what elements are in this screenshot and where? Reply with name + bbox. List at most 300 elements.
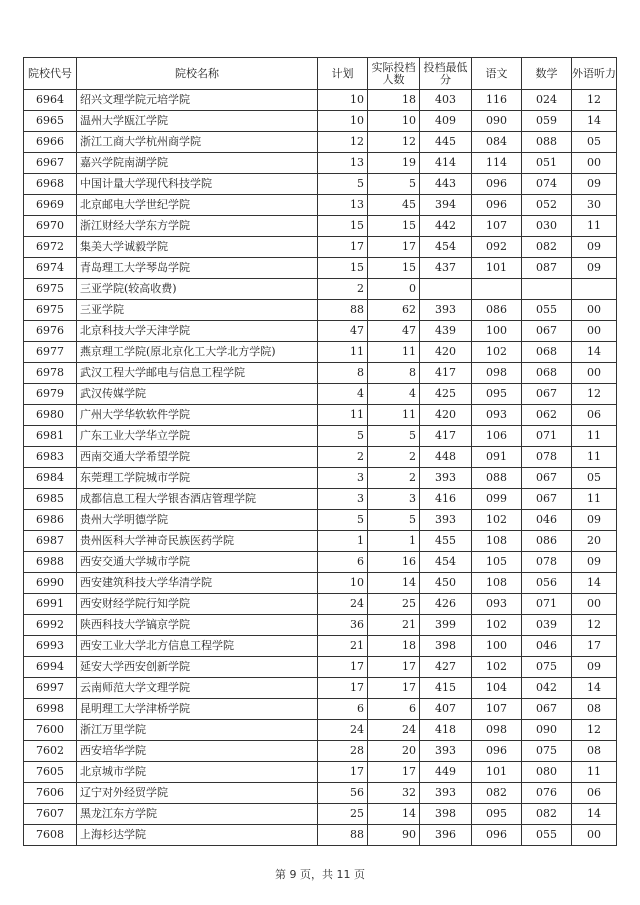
cell-actual-admitted: 0 [368, 279, 420, 300]
cell-listening: 00 [572, 594, 617, 615]
cell-min-score: 455 [420, 531, 472, 552]
cell-code: 6976 [24, 321, 77, 342]
cell-listening: 08 [572, 699, 617, 720]
cell-plan: 24 [318, 594, 368, 615]
table-row [24, 510, 617, 531]
cell-math: 030 [522, 216, 572, 237]
cell-listening: 14 [572, 804, 617, 825]
cell-min-score: 449 [420, 762, 472, 783]
cell-school-name: 浙江工商大学杭州商学院 [77, 132, 318, 153]
cell-actual-admitted: 3 [368, 489, 420, 510]
cell-math [522, 279, 572, 300]
cell-chinese: 100 [472, 636, 522, 657]
cell-plan: 88 [318, 300, 368, 321]
cell-math: 055 [522, 300, 572, 321]
cell-math: 067 [522, 384, 572, 405]
cell-chinese: 102 [472, 657, 522, 678]
cell-chinese: 100 [472, 321, 522, 342]
table-row [24, 342, 617, 363]
cell-math: 067 [522, 699, 572, 720]
cell-math: 051 [522, 153, 572, 174]
table-row [24, 195, 617, 216]
table-row [24, 825, 617, 846]
cell-listening: 20 [572, 531, 617, 552]
cell-actual-admitted: 10 [368, 111, 420, 132]
cell-code: 6970 [24, 216, 77, 237]
cell-min-score: 425 [420, 384, 472, 405]
cell-listening: 09 [572, 237, 617, 258]
cell-math: 059 [522, 111, 572, 132]
cell-chinese: 095 [472, 804, 522, 825]
table-row [24, 258, 617, 279]
cell-plan: 13 [318, 195, 368, 216]
cell-actual-admitted: 5 [368, 174, 420, 195]
table-row [24, 678, 617, 699]
cell-school-name: 温州大学瓯江学院 [77, 111, 318, 132]
cell-math: 082 [522, 237, 572, 258]
cell-listening: 00 [572, 300, 617, 321]
cell-school-name: 云南师范大学文理学院 [77, 678, 318, 699]
cell-actual-admitted: 90 [368, 825, 420, 846]
cell-listening: 11 [572, 216, 617, 237]
cell-min-score: 414 [420, 153, 472, 174]
table-row [24, 279, 617, 300]
cell-listening: 14 [572, 678, 617, 699]
cell-listening: 11 [572, 762, 617, 783]
cell-listening: 08 [572, 741, 617, 762]
cell-actual-admitted: 18 [368, 90, 420, 111]
cell-school-name: 西安培华学院 [77, 741, 318, 762]
cell-school-name: 东莞理工学院城市学院 [77, 468, 318, 489]
cell-school-name: 辽宁对外经贸学院 [77, 783, 318, 804]
cell-chinese: 108 [472, 531, 522, 552]
cell-plan: 1 [318, 531, 368, 552]
cell-plan: 88 [318, 825, 368, 846]
cell-math: 039 [522, 615, 572, 636]
cell-actual-admitted: 18 [368, 636, 420, 657]
cell-plan: 25 [318, 804, 368, 825]
cell-listening [572, 279, 617, 300]
cell-math: 067 [522, 468, 572, 489]
cell-plan: 11 [318, 342, 368, 363]
cell-code: 7607 [24, 804, 77, 825]
table-row [24, 153, 617, 174]
table-row [24, 615, 617, 636]
cell-math: 042 [522, 678, 572, 699]
cell-code: 6965 [24, 111, 77, 132]
cell-plan: 15 [318, 216, 368, 237]
table-row [24, 111, 617, 132]
cell-listening: 09 [572, 657, 617, 678]
cell-school-name: 集美大学诚毅学院 [77, 237, 318, 258]
cell-math: 067 [522, 321, 572, 342]
cell-school-name: 中国计量大学现代科技学院 [77, 174, 318, 195]
cell-chinese: 099 [472, 489, 522, 510]
cell-plan: 12 [318, 132, 368, 153]
cell-chinese: 096 [472, 174, 522, 195]
cell-school-name: 延安大学西安创新学院 [77, 657, 318, 678]
cell-plan: 2 [318, 279, 368, 300]
cell-plan: 36 [318, 615, 368, 636]
cell-min-score: 417 [420, 426, 472, 447]
cell-plan: 17 [318, 237, 368, 258]
cell-chinese: 101 [472, 762, 522, 783]
cell-listening: 05 [572, 132, 617, 153]
cell-actual-admitted: 25 [368, 594, 420, 615]
cell-actual-admitted: 8 [368, 363, 420, 384]
cell-min-score: 399 [420, 615, 472, 636]
cell-code: 7602 [24, 741, 77, 762]
cell-plan: 21 [318, 636, 368, 657]
cell-math: 067 [522, 489, 572, 510]
cell-plan: 17 [318, 762, 368, 783]
cell-code: 6984 [24, 468, 77, 489]
cell-plan: 24 [318, 720, 368, 741]
cell-school-name: 三亚学院(较高收费) [77, 279, 318, 300]
cell-chinese: 093 [472, 405, 522, 426]
cell-math: 068 [522, 363, 572, 384]
cell-min-score: 417 [420, 363, 472, 384]
cell-min-score: 393 [420, 741, 472, 762]
cell-actual-admitted: 2 [368, 468, 420, 489]
cell-code: 6988 [24, 552, 77, 573]
table-row [24, 363, 617, 384]
cell-plan: 3 [318, 468, 368, 489]
cell-chinese: 098 [472, 363, 522, 384]
table-row [24, 468, 617, 489]
cell-code: 7600 [24, 720, 77, 741]
cell-math: 052 [522, 195, 572, 216]
cell-min-score: 398 [420, 804, 472, 825]
cell-listening: 00 [572, 363, 617, 384]
cell-plan: 56 [318, 783, 368, 804]
cell-listening: 06 [572, 783, 617, 804]
cell-actual-admitted: 21 [368, 615, 420, 636]
cell-math: 046 [522, 510, 572, 531]
cell-math: 074 [522, 174, 572, 195]
cell-actual-admitted: 20 [368, 741, 420, 762]
header-code: 院校代号 [24, 58, 77, 90]
cell-plan: 13 [318, 153, 368, 174]
cell-chinese: 107 [472, 699, 522, 720]
header-min-score: 投档最低分 [420, 58, 472, 90]
table-row [24, 237, 617, 258]
table-row [24, 216, 617, 237]
cell-chinese: 095 [472, 384, 522, 405]
cell-plan: 11 [318, 405, 368, 426]
cell-actual-admitted: 4 [368, 384, 420, 405]
cell-listening: 00 [572, 825, 617, 846]
cell-code: 6979 [24, 384, 77, 405]
table-row [24, 489, 617, 510]
cell-math: 071 [522, 594, 572, 615]
cell-actual-admitted: 16 [368, 552, 420, 573]
cell-min-score: 407 [420, 699, 472, 720]
cell-code: 6977 [24, 342, 77, 363]
cell-code: 6974 [24, 258, 77, 279]
cell-code: 6981 [24, 426, 77, 447]
cell-math: 078 [522, 552, 572, 573]
cell-actual-admitted: 24 [368, 720, 420, 741]
cell-school-name: 西安建筑科技大学华清学院 [77, 573, 318, 594]
cell-min-score: 420 [420, 342, 472, 363]
cell-chinese: 114 [472, 153, 522, 174]
table-row [24, 132, 617, 153]
cell-listening: 11 [572, 447, 617, 468]
cell-code: 6968 [24, 174, 77, 195]
cell-math: 080 [522, 762, 572, 783]
cell-listening: 17 [572, 636, 617, 657]
cell-actual-admitted: 12 [368, 132, 420, 153]
cell-math: 087 [522, 258, 572, 279]
cell-listening: 12 [572, 384, 617, 405]
cell-listening: 11 [572, 426, 617, 447]
table-row [24, 720, 617, 741]
cell-plan: 28 [318, 741, 368, 762]
cell-plan: 47 [318, 321, 368, 342]
cell-chinese: 102 [472, 615, 522, 636]
cell-plan: 10 [318, 111, 368, 132]
cell-listening: 09 [572, 174, 617, 195]
table-row [24, 552, 617, 573]
table-row [24, 447, 617, 468]
cell-school-name: 黑龙江东方学院 [77, 804, 318, 825]
cell-actual-admitted: 32 [368, 783, 420, 804]
cell-actual-admitted: 17 [368, 762, 420, 783]
cell-chinese: 096 [472, 195, 522, 216]
cell-listening: 00 [572, 321, 617, 342]
cell-code: 6975 [24, 300, 77, 321]
cell-min-score: 437 [420, 258, 472, 279]
cell-code: 6964 [24, 90, 77, 111]
cell-code: 6980 [24, 405, 77, 426]
cell-math: 068 [522, 342, 572, 363]
cell-school-name: 北京科技大学天津学院 [77, 321, 318, 342]
cell-code: 6985 [24, 489, 77, 510]
cell-math: 075 [522, 657, 572, 678]
cell-plan: 5 [318, 510, 368, 531]
table-row [24, 573, 617, 594]
cell-min-score: 439 [420, 321, 472, 342]
cell-chinese: 107 [472, 216, 522, 237]
cell-chinese: 116 [472, 90, 522, 111]
cell-plan: 6 [318, 699, 368, 720]
cell-school-name: 武汉工程大学邮电与信息工程学院 [77, 363, 318, 384]
cell-plan: 3 [318, 489, 368, 510]
cell-actual-admitted: 15 [368, 216, 420, 237]
cell-listening: 12 [572, 720, 617, 741]
cell-actual-admitted: 5 [368, 426, 420, 447]
cell-math: 082 [522, 804, 572, 825]
table-row [24, 783, 617, 804]
cell-plan: 10 [318, 90, 368, 111]
cell-code: 6992 [24, 615, 77, 636]
cell-chinese: 106 [472, 426, 522, 447]
cell-min-score: 394 [420, 195, 472, 216]
cell-school-name: 西安工业大学北方信息工程学院 [77, 636, 318, 657]
cell-actual-admitted: 14 [368, 573, 420, 594]
cell-school-name: 西安交通大学城市学院 [77, 552, 318, 573]
table-row [24, 90, 617, 111]
cell-math: 090 [522, 720, 572, 741]
header-chinese: 语文 [472, 58, 522, 90]
cell-code: 6991 [24, 594, 77, 615]
cell-math: 088 [522, 132, 572, 153]
cell-min-score: 393 [420, 510, 472, 531]
cell-listening: 09 [572, 510, 617, 531]
cell-chinese: 088 [472, 468, 522, 489]
table-row [24, 174, 617, 195]
cell-chinese: 102 [472, 342, 522, 363]
cell-school-name: 嘉兴学院南湖学院 [77, 153, 318, 174]
cell-min-score: 448 [420, 447, 472, 468]
cell-actual-admitted: 11 [368, 342, 420, 363]
cell-chinese: 090 [472, 111, 522, 132]
cell-math: 076 [522, 783, 572, 804]
cell-school-name: 贵州大学明德学院 [77, 510, 318, 531]
cell-chinese: 091 [472, 447, 522, 468]
table-row [24, 531, 617, 552]
cell-listening: 12 [572, 615, 617, 636]
cell-school-name: 广州大学华软软件学院 [77, 405, 318, 426]
cell-code: 6972 [24, 237, 77, 258]
cell-chinese: 084 [472, 132, 522, 153]
cell-min-score: 393 [420, 300, 472, 321]
cell-chinese: 108 [472, 573, 522, 594]
cell-school-name: 广东工业大学华立学院 [77, 426, 318, 447]
cell-min-score: 415 [420, 678, 472, 699]
cell-code: 6997 [24, 678, 77, 699]
cell-chinese: 102 [472, 510, 522, 531]
cell-actual-admitted: 17 [368, 678, 420, 699]
cell-listening: 14 [572, 342, 617, 363]
table-row [24, 426, 617, 447]
cell-school-name: 陕西科技大学镐京学院 [77, 615, 318, 636]
cell-listening: 00 [572, 153, 617, 174]
cell-plan: 4 [318, 384, 368, 405]
table-row [24, 657, 617, 678]
cell-school-name: 武汉传媒学院 [77, 384, 318, 405]
cell-chinese: 086 [472, 300, 522, 321]
header-listening: 外语听力 [572, 58, 617, 90]
header-math: 数学 [522, 58, 572, 90]
cell-min-score: 420 [420, 405, 472, 426]
cell-listening: 06 [572, 405, 617, 426]
admission-table [23, 57, 617, 846]
cell-code: 6987 [24, 531, 77, 552]
cell-actual-admitted: 1 [368, 531, 420, 552]
cell-school-name: 青岛理工大学琴岛学院 [77, 258, 318, 279]
cell-school-name: 浙江万里学院 [77, 720, 318, 741]
cell-school-name: 北京城市学院 [77, 762, 318, 783]
header-row [24, 58, 617, 90]
cell-min-score [420, 279, 472, 300]
table-row [24, 699, 617, 720]
cell-actual-admitted: 11 [368, 405, 420, 426]
cell-plan: 10 [318, 573, 368, 594]
cell-code: 7606 [24, 783, 77, 804]
cell-chinese: 096 [472, 825, 522, 846]
cell-school-name: 绍兴文理学院元培学院 [77, 90, 318, 111]
cell-school-name: 西安财经学院行知学院 [77, 594, 318, 615]
cell-chinese: 098 [472, 720, 522, 741]
cell-listening: 12 [572, 90, 617, 111]
cell-school-name: 西南交通大学希望学院 [77, 447, 318, 468]
cell-listening: 11 [572, 489, 617, 510]
cell-math: 062 [522, 405, 572, 426]
cell-chinese: 082 [472, 783, 522, 804]
table-row [24, 804, 617, 825]
cell-listening: 05 [572, 468, 617, 489]
cell-listening: 09 [572, 552, 617, 573]
cell-actual-admitted: 15 [368, 258, 420, 279]
cell-code: 6998 [24, 699, 77, 720]
header-school-name: 院校名称 [77, 58, 318, 90]
cell-min-score: 398 [420, 636, 472, 657]
cell-code: 7605 [24, 762, 77, 783]
cell-actual-admitted: 45 [368, 195, 420, 216]
cell-min-score: 454 [420, 237, 472, 258]
table-row [24, 384, 617, 405]
cell-chinese: 104 [472, 678, 522, 699]
cell-min-score: 393 [420, 783, 472, 804]
cell-min-score: 426 [420, 594, 472, 615]
cell-school-name: 昆明理工大学津桥学院 [77, 699, 318, 720]
cell-chinese: 101 [472, 258, 522, 279]
header-plan: 计划 [318, 58, 368, 90]
cell-min-score: 418 [420, 720, 472, 741]
cell-code: 6983 [24, 447, 77, 468]
table-row [24, 594, 617, 615]
cell-plan: 17 [318, 678, 368, 699]
cell-min-score: 445 [420, 132, 472, 153]
cell-min-score: 416 [420, 489, 472, 510]
cell-min-score: 454 [420, 552, 472, 573]
cell-listening: 09 [572, 258, 617, 279]
cell-math: 078 [522, 447, 572, 468]
cell-chinese: 105 [472, 552, 522, 573]
table-row [24, 762, 617, 783]
cell-listening: 14 [572, 573, 617, 594]
cell-math: 024 [522, 90, 572, 111]
cell-actual-admitted: 17 [368, 237, 420, 258]
cell-actual-admitted: 47 [368, 321, 420, 342]
cell-actual-admitted: 2 [368, 447, 420, 468]
cell-chinese: 092 [472, 237, 522, 258]
cell-code: 6975 [24, 279, 77, 300]
cell-math: 071 [522, 426, 572, 447]
cell-code: 6978 [24, 363, 77, 384]
cell-min-score: 442 [420, 216, 472, 237]
cell-actual-admitted: 19 [368, 153, 420, 174]
cell-math: 086 [522, 531, 572, 552]
cell-plan: 5 [318, 174, 368, 195]
cell-school-name: 三亚学院 [77, 300, 318, 321]
cell-school-name: 贵州医科大学神奇民族医药学院 [77, 531, 318, 552]
cell-actual-admitted: 6 [368, 699, 420, 720]
cell-plan: 15 [318, 258, 368, 279]
cell-actual-admitted: 62 [368, 300, 420, 321]
cell-math: 046 [522, 636, 572, 657]
cell-min-score: 409 [420, 111, 472, 132]
cell-school-name: 北京邮电大学世纪学院 [77, 195, 318, 216]
cell-plan: 2 [318, 447, 368, 468]
cell-plan: 6 [318, 552, 368, 573]
cell-code: 6967 [24, 153, 77, 174]
cell-plan: 8 [318, 363, 368, 384]
cell-min-score: 403 [420, 90, 472, 111]
cell-chinese: 096 [472, 741, 522, 762]
